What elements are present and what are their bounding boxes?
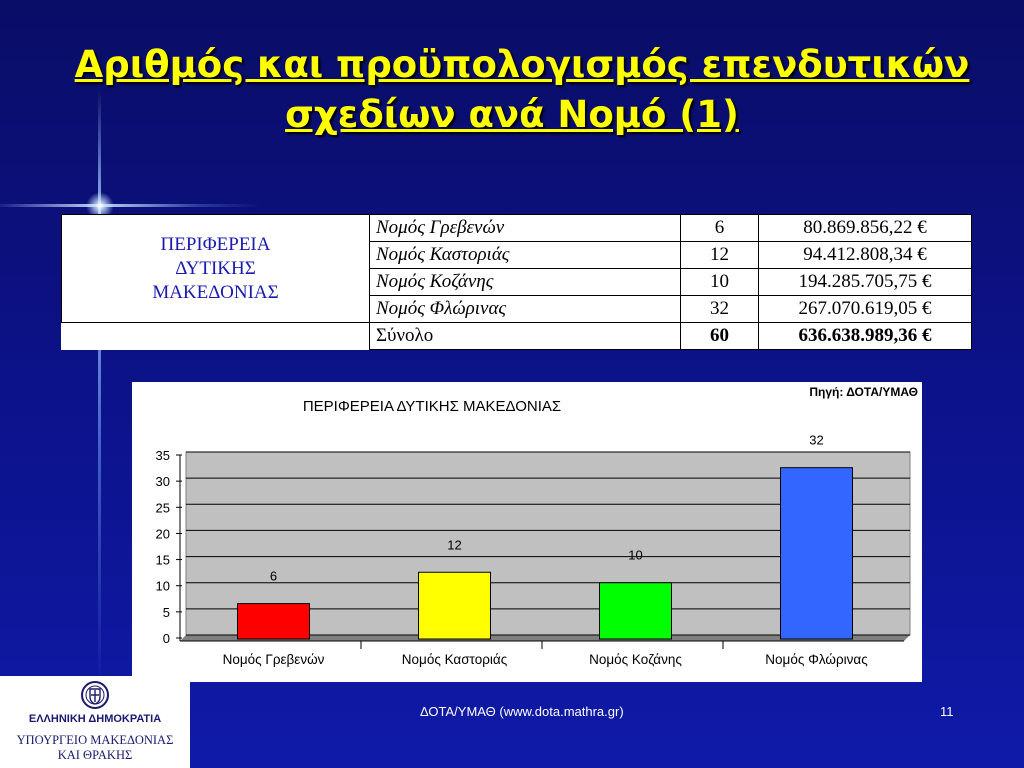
chart-bar	[238, 604, 310, 639]
x-tick-label: Νομός Γρεβενών	[222, 652, 325, 667]
logo-text-ministry-2: ΚΑΙ ΘΡΑΚΗΣ	[57, 748, 133, 762]
total-label: Σύνολο	[370, 323, 681, 350]
slide-title	[0, 40, 1024, 140]
region-line: ΜΑΚΕΔΟΝΙΑΣ	[152, 281, 279, 303]
footer-source-link[interactable]: ΔΟΤΑ/ΥΜΑΘ (www.dota.mathra.gr)	[420, 704, 624, 719]
light-flare-horizontal	[0, 204, 260, 207]
y-tick-label: 35	[155, 448, 170, 463]
y-tick-label: 5	[162, 604, 170, 620]
region-cell	[62, 215, 370, 323]
table-row	[62, 215, 972, 242]
project-count: 6	[681, 215, 759, 242]
data-label: 6	[269, 568, 278, 584]
budget-amount: 194.285.705,75 €	[759, 269, 972, 296]
prefecture-table	[61, 214, 972, 350]
y-tick-label: 15	[155, 552, 170, 568]
x-tick-label: Νομός Κοζάνης	[589, 652, 682, 667]
blank-cell	[62, 323, 370, 350]
prefecture-name: Νομός Γρεβενών	[370, 215, 681, 242]
greek-emblem-icon	[80, 680, 110, 710]
logo-text-ministry: ΥΠΟΥΡΓΕΙΟ ΜΑΚΕΔΟΝΙΑΣ	[16, 733, 174, 747]
region-line: ΠΕΡΙΦΕΡΕΙΑ	[160, 233, 271, 255]
x-tick-label: Νομός Καστοριάς	[401, 652, 508, 667]
y-tick-label: 20	[155, 526, 170, 542]
slide-title-line2: σχεδίων ανά Νομό (1)	[285, 93, 739, 136]
logo-text-republic: ΕΛΛΗΝΙΚΗ ΔΗΜΟΚΡΑΤΙΑ	[28, 713, 162, 725]
y-tick-label: 10	[155, 578, 170, 594]
y-tick-label: 30	[155, 474, 170, 490]
budget-amount: 94.412.808,34 €	[759, 242, 972, 269]
x-tick-label: Νομός Φλώρινας	[765, 652, 868, 667]
chart-bar	[781, 468, 853, 639]
project-count: 32	[681, 296, 759, 323]
total-row	[62, 323, 972, 350]
data-label: 32	[809, 432, 824, 448]
y-tick-label: 25	[155, 500, 170, 516]
chart-plot-area	[156, 433, 910, 667]
total-amount: 636.638.989,36 €	[759, 323, 972, 350]
region-line: ΔΥΤΙΚΗΣ	[175, 257, 256, 279]
chart-title: ΠΕΡΙΦΕΡΕΙΑ ΔΥΤΙΚΗΣ ΜΑΚΕΔΟΝΙΑΣ	[302, 398, 562, 415]
budget-amount: 267.070.619,05 €	[759, 296, 972, 323]
total-count: 60	[681, 323, 759, 350]
prefecture-name: Νομός Καστοριάς	[370, 242, 681, 269]
chart-bar	[600, 583, 672, 639]
data-label: 10	[628, 547, 643, 563]
prefecture-name: Νομός Κοζάνης	[370, 269, 681, 296]
ministry-logo	[0, 676, 190, 768]
budget-amount: 80.869.856,22 €	[759, 215, 972, 242]
slide-title-line1: Αριθμός και προϋπολογισμός επενδυτικών	[74, 43, 970, 86]
chart-source: Πηγή: ΔΟΤΑ/ΥΜΑΘ	[809, 385, 918, 399]
data-label: 12	[447, 537, 462, 553]
chart-svg	[132, 382, 922, 682]
project-count: 12	[681, 242, 759, 269]
prefecture-name: Νομός Φλώρινας	[370, 296, 681, 323]
bar-chart	[132, 382, 922, 682]
y-tick-label: 0	[162, 631, 170, 646]
light-flare-vertical	[98, 90, 101, 690]
chart-bar	[419, 572, 491, 639]
page-number: 11	[940, 704, 954, 719]
project-count: 10	[681, 269, 759, 296]
